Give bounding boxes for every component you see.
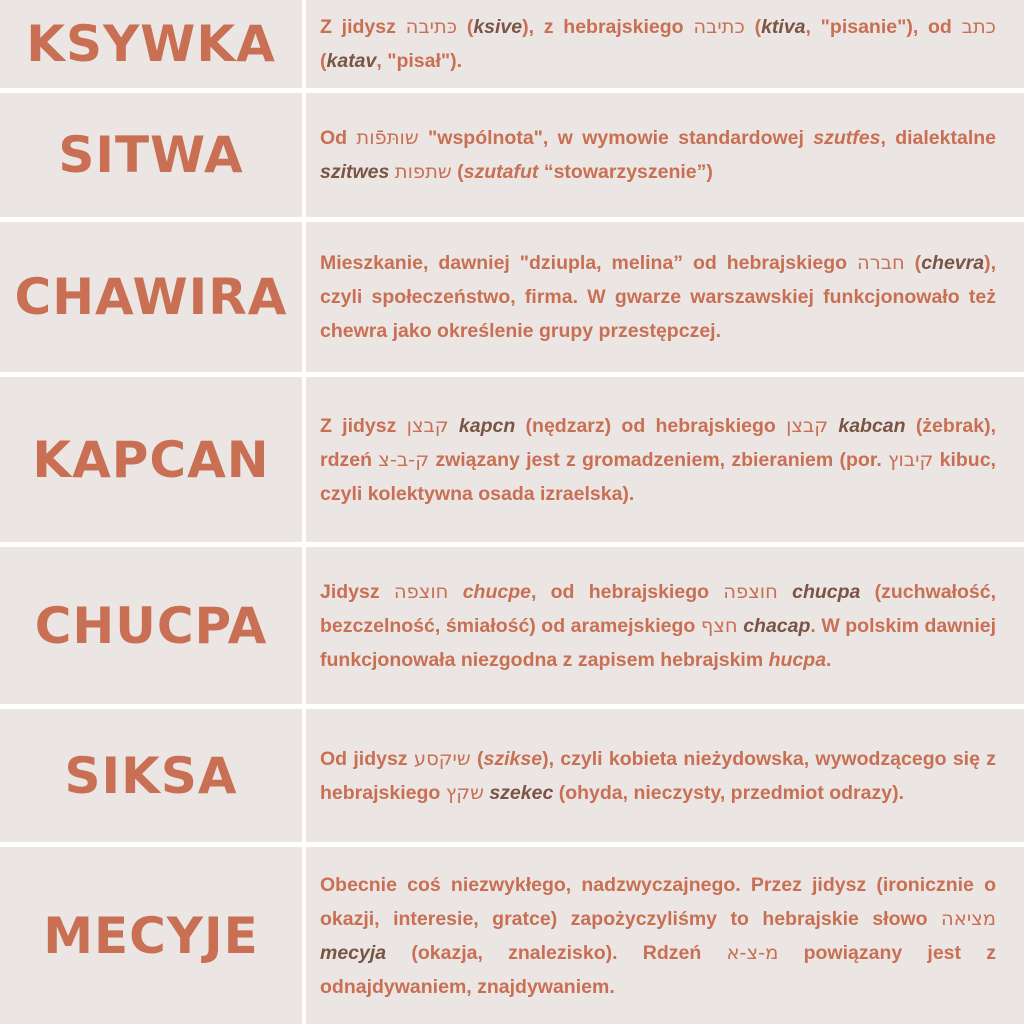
- entry-row: [0, 222, 1024, 372]
- entry-row: [0, 547, 1024, 704]
- term-word: CHAWIRA: [14, 268, 288, 326]
- italic-term: hucpa: [768, 648, 827, 671]
- highlighted-term: katav: [326, 50, 377, 72]
- highlighted-term: szitwes: [320, 161, 390, 183]
- term-word: SIKSA: [64, 746, 238, 805]
- hebrew-word: כתב: [961, 15, 996, 38]
- text-run: [778, 581, 792, 603]
- entry-row: [0, 0, 1024, 88]
- text-run: Z jidysz: [320, 414, 407, 437]
- entry-row: [0, 377, 1024, 542]
- term-cell: [0, 93, 302, 217]
- text-run: ), czyli kobieta nieżydowska, wywodzącego się z hebrajskiego: [320, 747, 996, 804]
- hebrew-word: שיקסע: [413, 746, 471, 770]
- text-run: ), czyli społeczeństwo, firma. W gwarze warszawskiej funkcjonowało też chewra jako określenie grupy przestępczej.: [320, 252, 996, 342]
- hebrew-word: קיבוץ: [888, 447, 934, 471]
- text-run: [828, 415, 838, 437]
- text-run: Od jidysz: [320, 747, 414, 770]
- hebrew-word: ק-ב-צ: [378, 447, 430, 471]
- definition-cell: [306, 709, 1024, 842]
- term-word: CHUCPA: [34, 596, 268, 655]
- term-cell: [0, 709, 302, 842]
- definition-text: [320, 742, 996, 810]
- definition-text: [320, 10, 996, 78]
- text-run: Od: [320, 127, 357, 149]
- text-run: “stowarzyszenie”): [538, 161, 713, 183]
- entry-row: [0, 93, 1024, 217]
- italic-term: chucpe: [462, 580, 531, 603]
- hebrew-word: שותּפֿות: [356, 126, 419, 149]
- entry-row: [0, 847, 1024, 1024]
- text-run: związany jest z gromadzeniem, zbieraniem (por.: [429, 448, 889, 471]
- highlighted-term: kabcan: [838, 414, 906, 437]
- text-run: , "pisanie"), od: [805, 16, 962, 38]
- term-cell: [0, 222, 302, 372]
- text-run: (: [457, 16, 474, 38]
- definition-cell: [306, 93, 1024, 217]
- text-run: [448, 581, 462, 603]
- text-run: (okazja, znalezisko). Rdzeń: [386, 941, 727, 964]
- text-run: (: [470, 747, 484, 770]
- definition-text: [320, 121, 996, 189]
- hebrew-word: כתיבה: [693, 15, 745, 38]
- text-run: , "pisał").: [376, 50, 463, 72]
- text-run: (ohyda, nieczysty, przedmiot odrazy).: [553, 781, 905, 804]
- highlighted-term: chacap: [743, 614, 811, 637]
- definition-text: [320, 868, 996, 1004]
- text-run: Z jidysz: [320, 16, 406, 38]
- entry-row: [0, 709, 1024, 842]
- definition-text: [320, 575, 996, 677]
- italic-term: szutafut: [463, 161, 539, 183]
- definition-cell: [306, 222, 1024, 372]
- text-run: , dialektalne: [880, 127, 997, 149]
- definition-text: [320, 409, 996, 511]
- highlighted-term: chucpa: [792, 580, 861, 603]
- hebrew-word: מציאה: [941, 906, 996, 930]
- term-word: KAPCAN: [32, 430, 270, 489]
- text-run: . W polskim dawniej funkcjonowała niezgodna z zapisem hebrajskim: [320, 614, 997, 671]
- definition-cell: [306, 0, 1024, 88]
- hebrew-word: חוצפה: [723, 579, 778, 603]
- definition-cell: [306, 847, 1024, 1024]
- text-run: , od hebrajskiego: [530, 580, 724, 603]
- hebrew-word: חצף: [700, 613, 738, 637]
- text-run: ), z hebrajskiego: [522, 16, 694, 38]
- hebrew-word: חוצפה: [393, 579, 449, 603]
- definition-cell: [306, 547, 1024, 704]
- hebrew-word: חברה: [856, 251, 905, 274]
- term-cell: [0, 547, 302, 704]
- definition-text: [320, 246, 996, 348]
- text-run: Jidysz: [320, 580, 394, 603]
- text-run: powiązany jest z odnajdywaniem, znajdywaniem.: [320, 941, 996, 998]
- text-run: Obecnie coś niezwykłego, nadzwyczajnego. Przez jidysz (ironicznie o okazji, interesie, gratce) zapożyczyliśmy to hebrajskie słowo: [320, 873, 996, 930]
- highlighted-term: mecyja: [320, 941, 387, 964]
- term-word: SITWA: [58, 126, 244, 184]
- text-run: kibuc, czyli kolektywna osada izraelska).: [320, 448, 996, 505]
- text-run: .: [826, 648, 832, 671]
- term-word: KSYWKA: [26, 15, 276, 73]
- text-run: [449, 415, 459, 437]
- highlighted-term: ktiva: [761, 16, 806, 38]
- text-run: (: [451, 161, 464, 183]
- hebrew-word: שקץ: [445, 780, 484, 804]
- text-run: Mieszkanie, dawniej "dziupla, melina” od hebrajskiego: [320, 252, 857, 274]
- text-run: (żebrak), rdzeń: [320, 414, 997, 471]
- hebrew-word: קבצן: [406, 413, 449, 437]
- text-run: (: [744, 16, 762, 38]
- term-cell: [0, 847, 302, 1024]
- term-word: MECYJE: [43, 906, 259, 965]
- italic-term: szikse: [483, 747, 543, 770]
- highlighted-term: ksive: [473, 16, 523, 38]
- italic-term: szutfes: [813, 127, 881, 149]
- text-run: (zuchwałość, bezczelność, śmiałość) od aramejskiego: [320, 580, 996, 637]
- highlighted-term: szekec: [489, 781, 554, 804]
- hebrew-word: כּתיבה: [405, 15, 458, 38]
- text-run: (: [904, 252, 922, 274]
- hebrew-word: שתפות: [394, 160, 452, 183]
- text-run: "wspólnota", w wymowie standardowej: [418, 127, 814, 149]
- term-cell: [0, 377, 302, 542]
- definition-cell: [306, 377, 1024, 542]
- hebrew-word: מ-צ-א: [726, 940, 779, 964]
- hebrew-word: קבצן: [786, 413, 829, 437]
- text-run: (nędzarz) od hebrajskiego: [515, 414, 787, 437]
- text-run: (: [320, 50, 327, 72]
- highlighted-term: kapcn: [458, 414, 516, 437]
- term-cell: [0, 0, 302, 88]
- highlighted-term: chevra: [921, 252, 985, 274]
